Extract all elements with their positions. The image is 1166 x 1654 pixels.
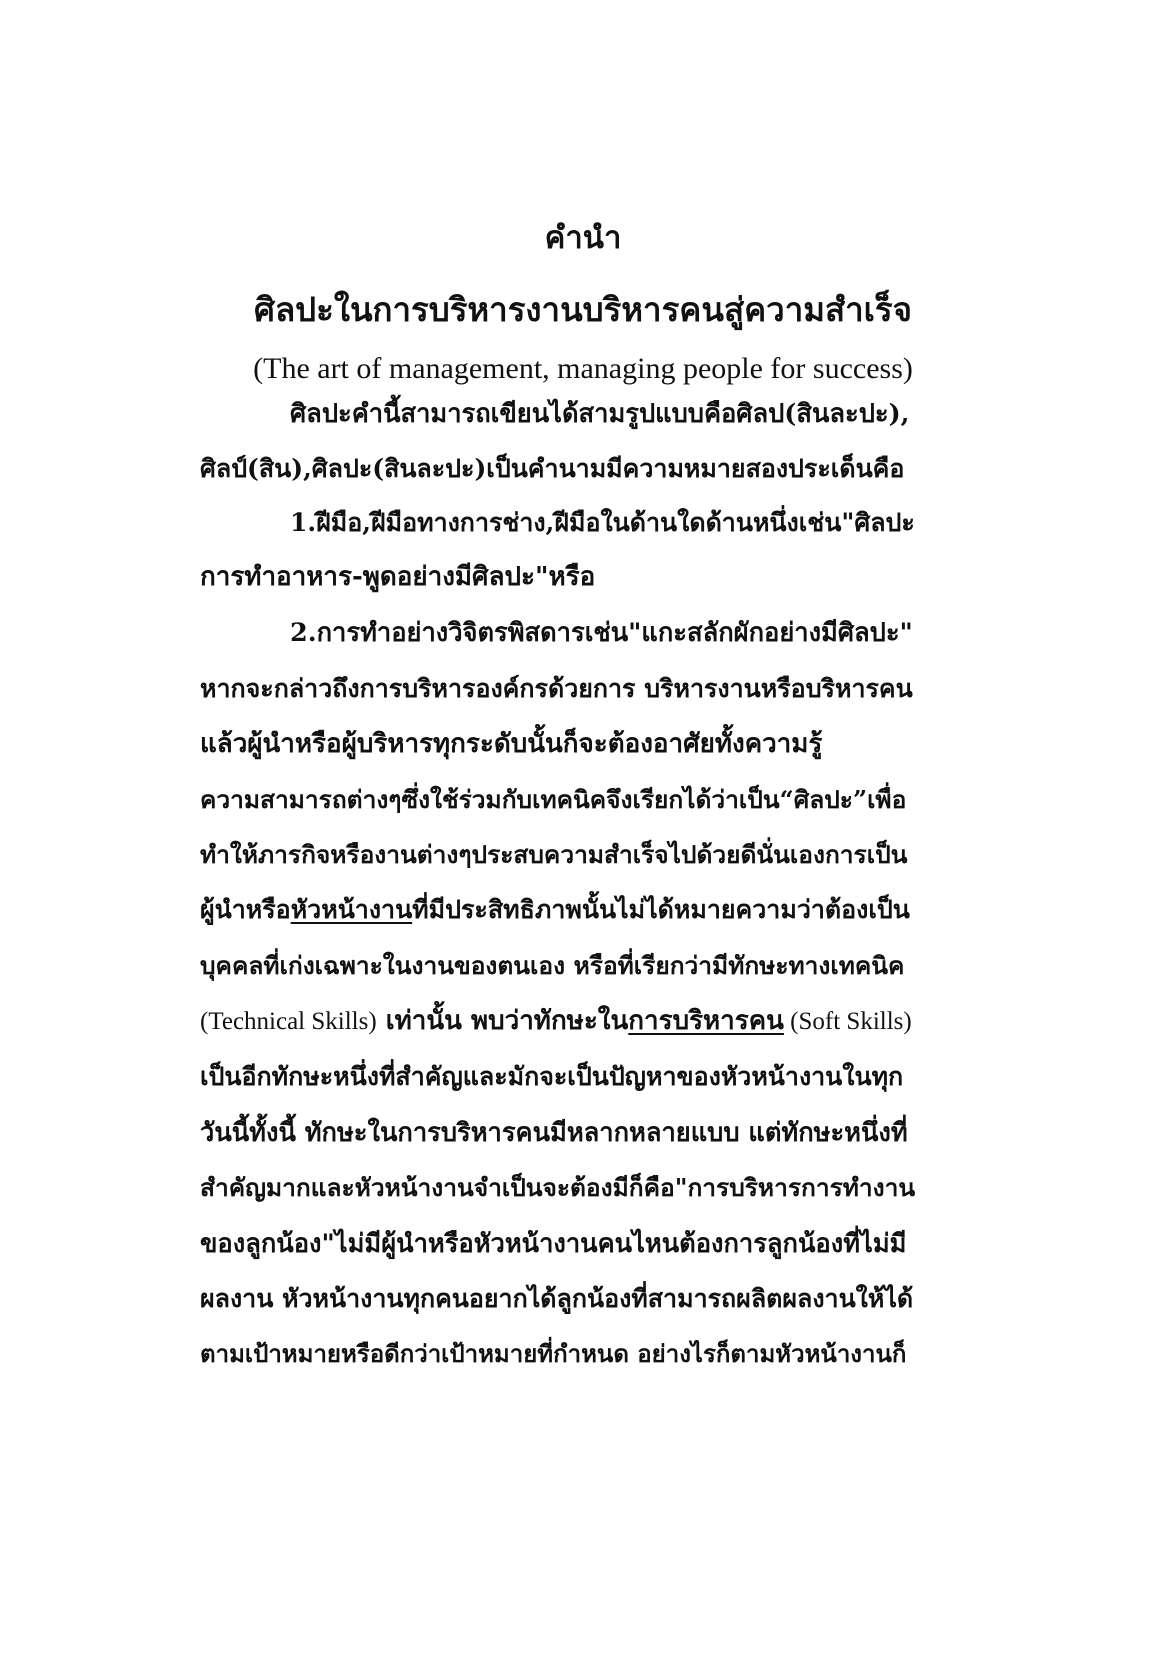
underlined-term-people-management: การบริหารคน: [628, 1006, 784, 1036]
body-line-13: เป็นอีกทักษะหนึ่งที่สำคัญและมักจะเป็นปัญหาของหัวหน้างานในทุก: [200, 1062, 904, 1091]
body-line-18: ตามเป้าหมายหรือดีกว่าเป้าหมายที่กำหนด อย่างไรก็ตามหัวหน้างานก็: [200, 1339, 907, 1368]
page-title: คำนำ: [544, 220, 622, 256]
body-line-6: หากจะกล่าวถึงการบริหารองค์กรด้วยการ บริหารงานหรือบริหารคน: [200, 674, 913, 703]
body-line-1: ศิลปะคำนี้สามารถเขียนได้สามรูปแบบคือศิลป(สินละปะ),: [290, 399, 910, 429]
body-line-3: 1.ฝีมือ,ฝีมือทางการช่าง,ฝีมือในด้านใดด้านหนึ่งเช่น"ศิลปะ: [290, 508, 915, 537]
line-12-middle: เท่านั้น พบว่าทักษะใน: [376, 1006, 629, 1036]
body-line-9: ทำให้ภารกิจหรืองานต่างๆประสบความสำเร็จไปด้วยดีนั่นเองการเป็น: [200, 840, 908, 869]
body-line-15: สำคัญมากและหัวหน้างานจำเป็นจะต้องมีก็คือ"การบริหารการทำงาน: [200, 1173, 916, 1202]
body-line-8: ความสามารถต่างๆซึ่งใช้ร่วมกับเทคนิคจึงเรียกได้ว่าเป็น“ศิลปะ”เพื่อ: [200, 785, 907, 814]
underlined-term-supervisor: หัวหน้างาน: [290, 895, 413, 924]
body-line-2: ศิลป์(สิน),ศิลปะ(สินละปะ)เป็นคำนามมีความหมายสองประเด็นคือ: [200, 454, 905, 483]
body-line-10: [200, 890, 910, 930]
soft-skills-term: (Soft Skills): [783, 1008, 912, 1035]
body-line-4: การทำอาหาร-พูดอย่างมีศิลปะ"หรือ: [200, 562, 596, 592]
page-subtitle: ศิลปะในการบริหารงานบริหารคนสู่ความสำเร็จ: [254, 290, 912, 329]
body-line-16: ของลูกน้อง"ไม่มีผู้นำหรือหัวหน้างานคนไหนต้องการลูกน้องที่ไม่มี: [200, 1229, 907, 1259]
body-line-14: วันนี้ทั้งนี้ ทักษะในการบริหารคนมีหลากหลายแบบ แต่ทักษะหนึ่งที่: [200, 1118, 908, 1148]
body-line-12: [200, 1001, 912, 1042]
body-line-7: แล้วผู้นำหรือผู้บริหารทุกระดับนั้นก็จะต้องอาศัยทั้งความรู้: [200, 729, 823, 759]
body-line-17: ผลงาน หัวหน้างานทุกคนอยากได้ลูกน้องที่สามารถผลิตผลงานให้ได้: [200, 1284, 914, 1313]
line-10-end: ที่มีประสิทธิภาพนั้นไม่ได้หมายความว่าต้องเป็น: [412, 895, 910, 924]
line-10-start: ผู้นำหรือ: [200, 895, 291, 924]
technical-skills-term: (Technical Skills): [200, 1008, 377, 1035]
english-title: (The art of management, managing people for success): [253, 352, 913, 385]
body-line-5: 2.การทำอย่างวิจิตรพิสดารเช่น"แกะสลักผักอย่างมีศิลปะ": [290, 618, 913, 648]
body-line-11: บุคคลที่เก่งเฉพาะในงานของตนเอง หรือที่เรียกว่ามีทักษะทางเทคนิค: [200, 951, 905, 980]
